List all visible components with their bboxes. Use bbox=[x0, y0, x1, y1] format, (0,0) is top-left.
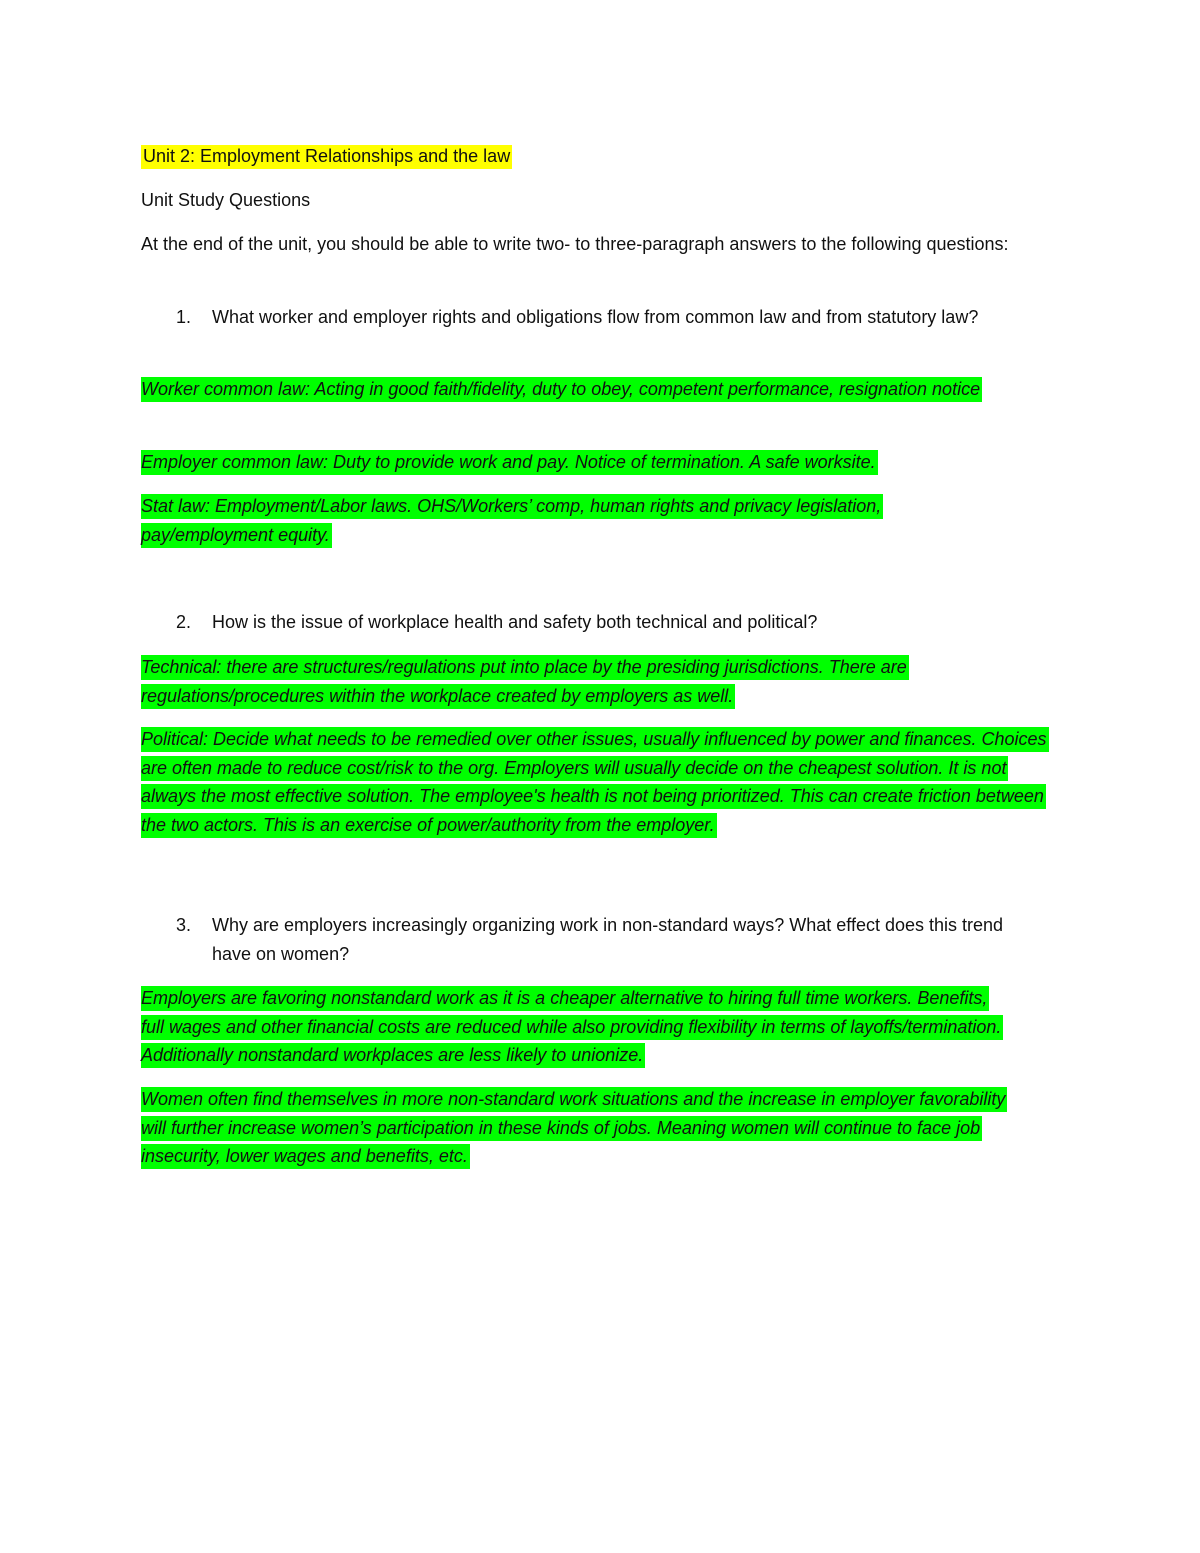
question-text: How is the issue of workplace health and safety both technical and political? bbox=[212, 612, 818, 632]
answer-text: Employer common law: Duty to provide work and pay. Notice of termination. A safe worksite. bbox=[141, 450, 878, 475]
answer-3-2 bbox=[141, 1085, 1011, 1171]
question-2 bbox=[176, 608, 1036, 637]
question-number: 1. bbox=[176, 307, 192, 327]
answer-text: Employers are favoring nonstandard work as it is a cheaper alternative to hiring full time workers. Benefits, full wages and other financial costs are reduced while also providing flexibility in terms of layoffs/termination. Additionally nonstandard workplaces are less likely to unionize. bbox=[141, 986, 1003, 1068]
answer-3-1 bbox=[141, 984, 1011, 1070]
question-text: Why are employers increasingly organizing work in non-standard ways? What effect does this trend have on women? bbox=[212, 915, 1004, 964]
answer-1-1 bbox=[141, 375, 1031, 404]
title-highlight: Unit 2: Employment Relationships and the law bbox=[141, 145, 512, 169]
answer-text: Technical: there are structures/regulations put into place by the presiding jurisdictions. There are regulations/procedures within the workplace created by employers as well. bbox=[141, 655, 909, 709]
answer-2-2 bbox=[141, 725, 1056, 839]
document-subtitle: Unit Study Questions bbox=[141, 190, 311, 210]
answer-text: Worker common law: Acting in good faith/fidelity, duty to obey, competent performance, resignation notice bbox=[141, 377, 982, 402]
answer-1-3 bbox=[141, 492, 971, 549]
question-number: 3. bbox=[176, 915, 192, 935]
answer-text: Women often find themselves in more non-standard work situations and the increase in employer favorability will further increase women’s participation in these kinds of jobs. Meaning women will continue to face job insecurity, lower wages and benefits, etc. bbox=[141, 1087, 1007, 1169]
answer-text: Political: Decide what needs to be remedied over other issues, usually influenced by power and finances. Choices are often made to reduce cost/risk to the org. Employers will usually decide on the cheapest solution. It is not always the most effective solution. The employee's health is not being prioritized. This can create friction between the two actors. This is an exercise of power/authority from the employer. bbox=[141, 727, 1049, 838]
answer-text: Stat law: Employment/Labor laws. OHS/Workers’ comp, human rights and privacy legislation, pay/employment equity. bbox=[141, 494, 883, 548]
question-1 bbox=[176, 303, 1036, 332]
question-3 bbox=[176, 911, 1036, 968]
answer-2-1 bbox=[141, 653, 1001, 710]
question-text: What worker and employer rights and obligations flow from common law and from statutory law? bbox=[212, 307, 979, 327]
question-number: 2. bbox=[176, 612, 192, 632]
intro-paragraph: At the end of the unit, you should be able to write two- to three-paragraph answers to the following questions: bbox=[141, 234, 1009, 254]
document-title bbox=[141, 142, 1041, 171]
answer-1-2 bbox=[141, 448, 1031, 477]
